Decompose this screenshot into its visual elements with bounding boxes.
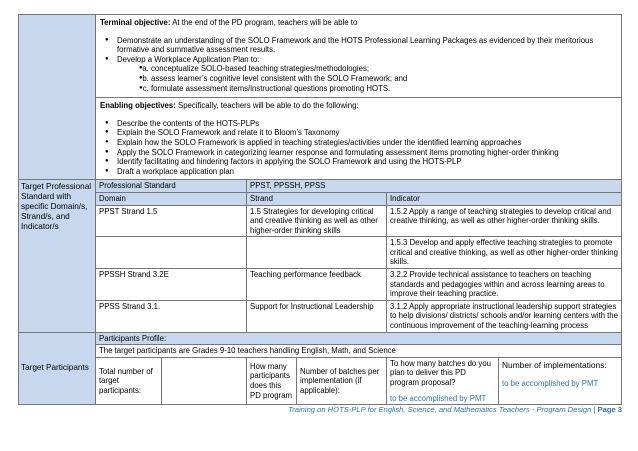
table-row <box>96 268 621 300</box>
domain-cell: PPSS Strand 3.1. <box>99 301 161 311</box>
domain-cell <box>96 237 246 268</box>
standards-cell <box>96 180 621 331</box>
batch-plan-cell <box>386 358 498 404</box>
header-strand: Strand <box>246 193 386 205</box>
standards-row <box>18 180 622 332</box>
batches-per-impl-cell: Number of batches per implementation (if applicable): <box>296 358 386 404</box>
enabling-objectives <box>96 98 621 179</box>
enabling-label: Enabling objectives: <box>100 101 176 111</box>
terminal-subitem: ● c. formulate assessment items/instructional questions promoting HOTS. <box>151 84 617 94</box>
batch-plan-question: To how many batches do you plan to deliver this PD program proposal? <box>390 358 491 387</box>
participants-row <box>18 333 622 406</box>
domain-cell: PPSSH Strand 3.2E <box>99 270 169 280</box>
page-footer <box>288 405 622 414</box>
terminal-bullet: ● Develop a Workplace Application Plan to: ● a. conceptualize SOLO-based teaching strategies/methodologies; ● b. assess learner’s cognitive level consistent with the SOLO Framework; and ● c. formulate assessment items/instructional questions promoting HOTS. <box>117 55 617 93</box>
strand-cell: 1.5 Strategies for developing critical and creative thinking as well as other higher-order thinking skills <box>246 206 386 237</box>
enabling-bullet: ● Explain the SOLO Framework and relate it to Bloom’s Taxonomy <box>117 128 617 138</box>
table-row <box>96 300 621 332</box>
standards-header-2 <box>96 192 621 205</box>
enabling-bullet: ● Draft a workplace application plan <box>117 167 617 177</box>
profile-text: The target participants are Grades 9-10 teachers handling English, Math, and Science <box>99 346 396 356</box>
enabling-text: Specifically, teachers will be able to do the following: <box>175 101 359 111</box>
strand-cell: Support for Instructional Leadership <box>246 301 386 332</box>
participants-row-label: Target Participants <box>19 333 96 405</box>
strand-cell: Teaching performance feedback <box>246 269 386 300</box>
implementations-tba: to be accomplished by PMT <box>502 379 599 389</box>
standards-header-1 <box>96 180 621 192</box>
participants-cell <box>96 333 621 405</box>
header-standard-codes: PPST, PPSSH, PPSS <box>246 180 621 192</box>
objectives-cell <box>96 15 621 179</box>
header-domain: Domain <box>99 193 126 203</box>
terminal-subitem: ● a. conceptualize SOLO-based teaching strategies/methodologies; <box>151 64 617 74</box>
standards-row-label: Target Professional Standard with specific Domain/s, Strand/s, and Indicator/s <box>19 180 96 331</box>
participants-detail-row <box>96 357 621 404</box>
indicator-cell: 3.1.2 Apply appropriate instructional leadership support strategies to help divisions/ districts/ schools and/or learning centers with the continuous improvement of the teaching-learning process <box>386 301 621 332</box>
indicator-cell: 1.5.3 Develop and apply effective teaching strategies to promote critical and creative thinking, as well as other higher-order thinking skills. <box>386 237 621 268</box>
total-participants-cell: Total number of target participants: <box>99 366 153 395</box>
indicator-cell: 3.2.2 Provide technical assistance to teachers on teaching standards and pedagogies within and across learning areas to improve their teaching practice. <box>386 269 621 300</box>
profile-label: Participants Profile: <box>99 333 167 343</box>
enabling-bullet: ● Identify facilitating and hindering factors in applying the SOLO Framework and using the HOTS-PLP <box>117 157 617 167</box>
batch-plan-tba: to be accomplished by PMT <box>390 393 487 403</box>
profile-text-row <box>96 344 621 357</box>
indicator-cell: 1.5.2 Apply a range of teaching strategies to develop critical and creative thinking, as well as other higher-order thinking skills. <box>386 206 621 237</box>
objectives-left-cell <box>19 15 96 179</box>
program-design-table <box>18 14 622 405</box>
objectives-row <box>18 14 622 180</box>
terminal-text: At the end of the PD program, teachers will be able to <box>170 18 358 27</box>
domain-cell: PPST Strand 1.5 <box>99 206 158 216</box>
implementations-label: Number of implementations: <box>502 359 607 370</box>
terminal-subitem: ● b. assess learner’s cognitive level consistent with the SOLO Framework; and <box>151 74 617 84</box>
enabling-bullet: ● Apply the SOLO Framework in categorizing learner response and formulating assessment items promoting higher-order thinking <box>117 148 617 158</box>
implementations-cell <box>498 358 621 404</box>
strand-cell <box>246 237 386 268</box>
header-professional-standard: Professional Standard <box>99 181 176 191</box>
footer-text: Training on HOTS-PLP for English, Science, and Mathematics Teachers - Program Design | <box>288 405 598 414</box>
enabling-bullet: ● Describe the contents of the HOTS-PLPs <box>117 119 617 129</box>
participants-per-batch-cell: How many participants does this PD program <box>246 358 296 404</box>
enabling-bullet: ● Explain how the SOLO Framework is applied in teaching strategies/activities under the identified learning approaches <box>117 138 617 148</box>
terminal-objective <box>96 15 621 98</box>
profile-label-row <box>96 333 621 345</box>
terminal-bullet: ● Demonstrate an understanding of the SOLO Framework and the HOTS Professional Learning Packages as evidenced by their meritorious formative and summative assessment results. <box>117 36 617 55</box>
table-row <box>96 205 621 237</box>
header-indicator: Indicator <box>386 193 621 205</box>
total-participants-value <box>161 358 246 404</box>
table-row <box>96 236 621 268</box>
page-number: Page 3 <box>597 405 622 414</box>
terminal-label: Terminal objective: <box>100 18 171 27</box>
